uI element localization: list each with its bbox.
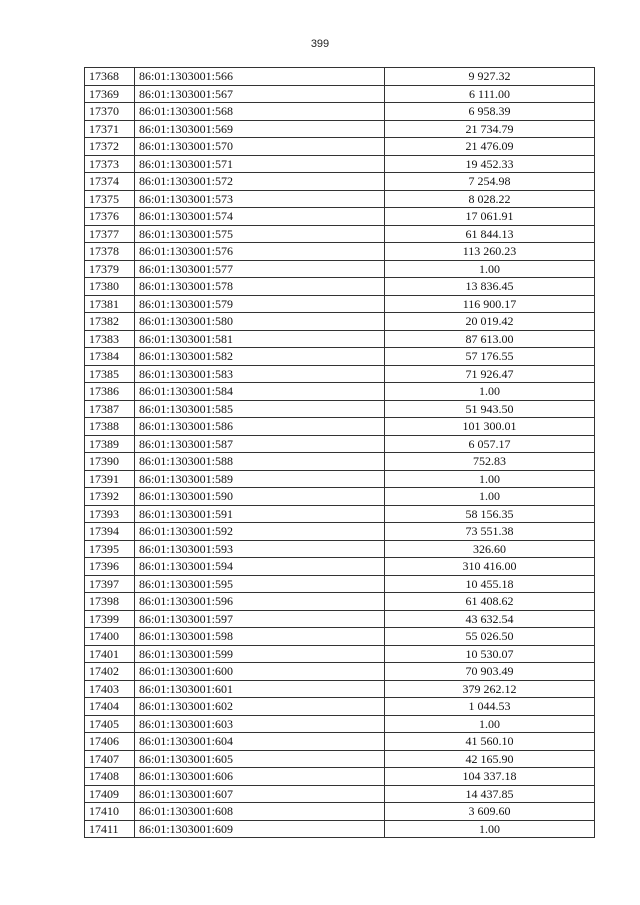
table-row [85, 540, 595, 558]
row-number-cell: 17383 [85, 330, 135, 348]
row-number-cell: 17388 [85, 418, 135, 436]
value-cell: 20 019.42 [385, 313, 595, 331]
value-cell: 43 632.54 [385, 610, 595, 628]
value-cell: 21 476.09 [385, 138, 595, 156]
cadastral-number-cell: 86:01:1303001:595 [135, 575, 385, 593]
table-row [85, 733, 595, 751]
cadastral-number-cell: 86:01:1303001:599 [135, 645, 385, 663]
cadastral-number-cell: 86:01:1303001:589 [135, 470, 385, 488]
cadastral-number-cell: 86:01:1303001:603 [135, 715, 385, 733]
cadastral-number-cell: 86:01:1303001:607 [135, 785, 385, 803]
cadastral-number-cell: 86:01:1303001:577 [135, 260, 385, 278]
row-number-cell: 17404 [85, 698, 135, 716]
value-cell: 6 958.39 [385, 103, 595, 121]
cadastral-number-cell: 86:01:1303001:588 [135, 453, 385, 471]
value-cell: 104 337.18 [385, 768, 595, 786]
cadastral-number-cell: 86:01:1303001:567 [135, 85, 385, 103]
row-number-cell: 17401 [85, 645, 135, 663]
table-row [85, 488, 595, 506]
table-row [85, 558, 595, 576]
table-row [85, 610, 595, 628]
cadastral-number-cell: 86:01:1303001:593 [135, 540, 385, 558]
table-row [85, 523, 595, 541]
table-body [85, 68, 595, 838]
value-cell: 10 530.07 [385, 645, 595, 663]
value-cell: 42 165.90 [385, 750, 595, 768]
table-row [85, 173, 595, 191]
value-cell: 6 111.00 [385, 85, 595, 103]
table-row [85, 225, 595, 243]
table-row [85, 348, 595, 366]
value-cell: 3 609.60 [385, 803, 595, 821]
cadastral-number-cell: 86:01:1303001:609 [135, 820, 385, 838]
table-row [85, 260, 595, 278]
table-row [85, 383, 595, 401]
row-number-cell: 17398 [85, 593, 135, 611]
row-number-cell: 17409 [85, 785, 135, 803]
value-cell: 9 927.32 [385, 68, 595, 86]
table-row [85, 575, 595, 593]
row-number-cell: 17387 [85, 400, 135, 418]
table-row [85, 698, 595, 716]
table-row [85, 120, 595, 138]
value-cell: 55 026.50 [385, 628, 595, 646]
row-number-cell: 17376 [85, 208, 135, 226]
table-row [85, 68, 595, 86]
row-number-cell: 17389 [85, 435, 135, 453]
value-cell: 1.00 [385, 715, 595, 733]
row-number-cell: 17372 [85, 138, 135, 156]
cadastral-number-cell: 86:01:1303001:580 [135, 313, 385, 331]
cadastral-number-cell: 86:01:1303001:596 [135, 593, 385, 611]
row-number-cell: 17396 [85, 558, 135, 576]
value-cell: 101 300.01 [385, 418, 595, 436]
value-cell: 379 262.12 [385, 680, 595, 698]
cadastral-number-cell: 86:01:1303001:602 [135, 698, 385, 716]
cadastral-number-cell: 86:01:1303001:570 [135, 138, 385, 156]
row-number-cell: 17399 [85, 610, 135, 628]
table-row [85, 85, 595, 103]
cadastral-value-table [84, 67, 595, 838]
row-number-cell: 17384 [85, 348, 135, 366]
table-row [85, 645, 595, 663]
row-number-cell: 17400 [85, 628, 135, 646]
table-row [85, 680, 595, 698]
page-number: 399 [310, 38, 330, 50]
cadastral-number-cell: 86:01:1303001:579 [135, 295, 385, 313]
cadastral-number-cell: 86:01:1303001:591 [135, 505, 385, 523]
row-number-cell: 17403 [85, 680, 135, 698]
row-number-cell: 17385 [85, 365, 135, 383]
value-cell: 13 836.45 [385, 278, 595, 296]
table-row [85, 820, 595, 838]
cadastral-number-cell: 86:01:1303001:600 [135, 663, 385, 681]
row-number-cell: 17391 [85, 470, 135, 488]
cadastral-number-cell: 86:01:1303001:608 [135, 803, 385, 821]
table-row [85, 628, 595, 646]
cadastral-number-cell: 86:01:1303001:604 [135, 733, 385, 751]
row-number-cell: 17373 [85, 155, 135, 173]
value-cell: 8 028.22 [385, 190, 595, 208]
row-number-cell: 17406 [85, 733, 135, 751]
cadastral-number-cell: 86:01:1303001:581 [135, 330, 385, 348]
cadastral-number-cell: 86:01:1303001:584 [135, 383, 385, 401]
value-cell: 116 900.17 [385, 295, 595, 313]
row-number-cell: 17405 [85, 715, 135, 733]
value-cell: 113 260.23 [385, 243, 595, 261]
row-number-cell: 17408 [85, 768, 135, 786]
table-row [85, 803, 595, 821]
value-cell: 70 903.49 [385, 663, 595, 681]
row-number-cell: 17392 [85, 488, 135, 506]
cadastral-number-cell: 86:01:1303001:571 [135, 155, 385, 173]
value-cell: 87 613.00 [385, 330, 595, 348]
value-cell: 51 943.50 [385, 400, 595, 418]
value-cell: 310 416.00 [385, 558, 595, 576]
value-cell: 7 254.98 [385, 173, 595, 191]
table-row [85, 365, 595, 383]
value-cell: 17 061.91 [385, 208, 595, 226]
cadastral-number-cell: 86:01:1303001:576 [135, 243, 385, 261]
cadastral-number-cell: 86:01:1303001:590 [135, 488, 385, 506]
cadastral-number-cell: 86:01:1303001:578 [135, 278, 385, 296]
table-row [85, 505, 595, 523]
value-cell: 1 044.53 [385, 698, 595, 716]
row-number-cell: 17394 [85, 523, 135, 541]
table-row [85, 715, 595, 733]
cadastral-number-cell: 86:01:1303001:592 [135, 523, 385, 541]
row-number-cell: 17410 [85, 803, 135, 821]
cadastral-number-cell: 86:01:1303001:568 [135, 103, 385, 121]
table-row [85, 593, 595, 611]
row-number-cell: 17411 [85, 820, 135, 838]
cadastral-number-cell: 86:01:1303001:586 [135, 418, 385, 436]
row-number-cell: 17371 [85, 120, 135, 138]
row-number-cell: 17374 [85, 173, 135, 191]
row-number-cell: 17375 [85, 190, 135, 208]
row-number-cell: 17380 [85, 278, 135, 296]
value-cell: 10 455.18 [385, 575, 595, 593]
value-cell: 21 734.79 [385, 120, 595, 138]
value-cell: 1.00 [385, 383, 595, 401]
table-row [85, 453, 595, 471]
table-row [85, 470, 595, 488]
cadastral-number-cell: 86:01:1303001:601 [135, 680, 385, 698]
value-cell: 57 176.55 [385, 348, 595, 366]
table-row [85, 190, 595, 208]
row-number-cell: 17382 [85, 313, 135, 331]
table-row [85, 208, 595, 226]
table-row [85, 243, 595, 261]
row-number-cell: 17370 [85, 103, 135, 121]
table-row [85, 313, 595, 331]
value-cell: 1.00 [385, 470, 595, 488]
row-number-cell: 17386 [85, 383, 135, 401]
cadastral-number-cell: 86:01:1303001:597 [135, 610, 385, 628]
cadastral-number-cell: 86:01:1303001:569 [135, 120, 385, 138]
row-number-cell: 17368 [85, 68, 135, 86]
value-cell: 61 844.13 [385, 225, 595, 243]
row-number-cell: 17402 [85, 663, 135, 681]
value-cell: 1.00 [385, 488, 595, 506]
cadastral-number-cell: 86:01:1303001:573 [135, 190, 385, 208]
table-row [85, 435, 595, 453]
table-row [85, 400, 595, 418]
cadastral-number-cell: 86:01:1303001:587 [135, 435, 385, 453]
table-row [85, 785, 595, 803]
cadastral-number-cell: 86:01:1303001:606 [135, 768, 385, 786]
value-cell: 41 560.10 [385, 733, 595, 751]
value-cell: 71 926.47 [385, 365, 595, 383]
table-row [85, 138, 595, 156]
value-cell: 1.00 [385, 260, 595, 278]
cadastral-number-cell: 86:01:1303001:575 [135, 225, 385, 243]
row-number-cell: 17393 [85, 505, 135, 523]
value-cell: 14 437.85 [385, 785, 595, 803]
table-row [85, 330, 595, 348]
row-number-cell: 17379 [85, 260, 135, 278]
value-cell: 19 452.33 [385, 155, 595, 173]
value-cell: 58 156.35 [385, 505, 595, 523]
value-cell: 61 408.62 [385, 593, 595, 611]
row-number-cell: 17369 [85, 85, 135, 103]
cadastral-number-cell: 86:01:1303001:572 [135, 173, 385, 191]
table-row [85, 663, 595, 681]
table-row [85, 750, 595, 768]
row-number-cell: 17390 [85, 453, 135, 471]
table-row [85, 103, 595, 121]
value-cell: 326.60 [385, 540, 595, 558]
table-row [85, 278, 595, 296]
cadastral-number-cell: 86:01:1303001:566 [135, 68, 385, 86]
table-row [85, 418, 595, 436]
row-number-cell: 17395 [85, 540, 135, 558]
table-row [85, 768, 595, 786]
cadastral-number-cell: 86:01:1303001:583 [135, 365, 385, 383]
row-number-cell: 17377 [85, 225, 135, 243]
cadastral-number-cell: 86:01:1303001:598 [135, 628, 385, 646]
table-row [85, 155, 595, 173]
cadastral-number-cell: 86:01:1303001:582 [135, 348, 385, 366]
value-cell: 6 057.17 [385, 435, 595, 453]
table-row [85, 295, 595, 313]
cadastral-number-cell: 86:01:1303001:585 [135, 400, 385, 418]
cadastral-number-cell: 86:01:1303001:574 [135, 208, 385, 226]
row-number-cell: 17378 [85, 243, 135, 261]
row-number-cell: 17407 [85, 750, 135, 768]
cadastral-number-cell: 86:01:1303001:594 [135, 558, 385, 576]
value-cell: 1.00 [385, 820, 595, 838]
row-number-cell: 17381 [85, 295, 135, 313]
cadastral-number-cell: 86:01:1303001:605 [135, 750, 385, 768]
value-cell: 73 551.38 [385, 523, 595, 541]
value-cell: 752.83 [385, 453, 595, 471]
row-number-cell: 17397 [85, 575, 135, 593]
